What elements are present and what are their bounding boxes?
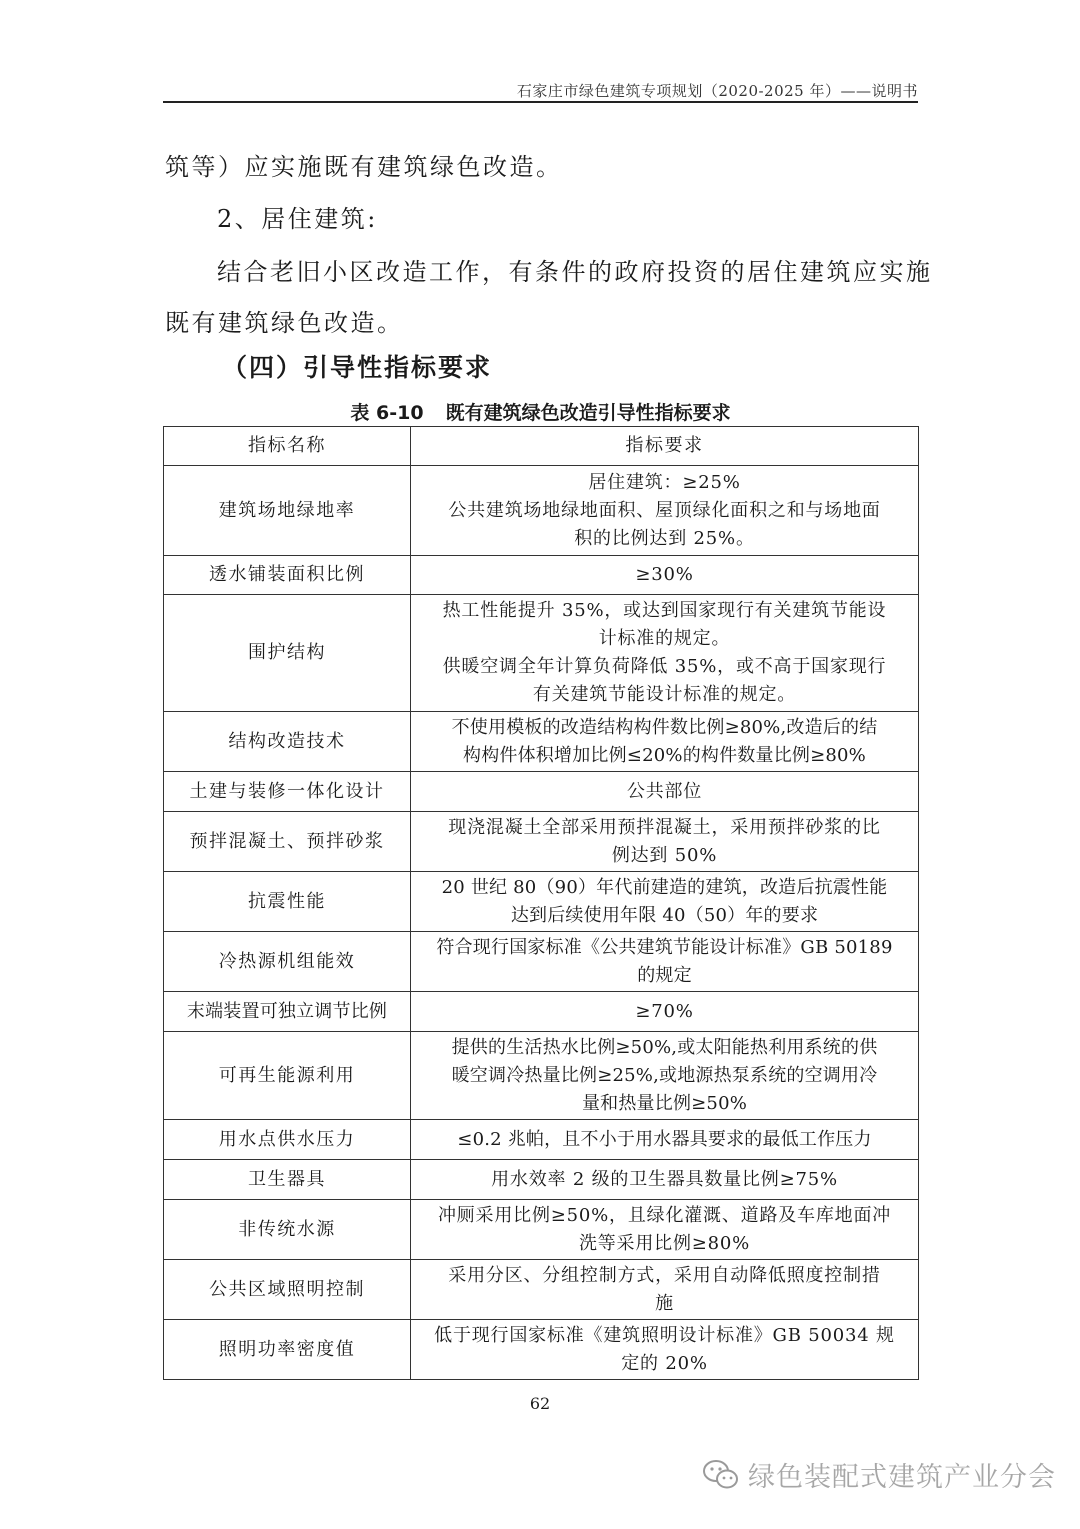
- indicator-name: 冷热源机组能效: [164, 932, 411, 992]
- table-row: [164, 992, 919, 1032]
- indicator-name: 透水铺装面积比例: [164, 556, 411, 595]
- table-row: [164, 812, 919, 872]
- indicator-name: 非传统水源: [164, 1200, 411, 1260]
- table-header-row: [164, 427, 919, 466]
- watermark: [702, 1455, 1056, 1494]
- requirement-line: 达到后续使用年限 40（50）年的要求: [510, 904, 819, 926]
- table-row: [164, 932, 919, 992]
- table-caption: [163, 398, 918, 425]
- watermark-text: 绿色装配式建筑产业分会: [748, 1462, 1056, 1493]
- table-row: [164, 712, 919, 772]
- table-row: [164, 556, 919, 595]
- indicator-requirement: [411, 1032, 919, 1120]
- indicator-name: 结构改造技术: [164, 712, 411, 772]
- table-row: [164, 872, 919, 932]
- requirement-line: 20 世纪 80（90）年代前建造的建筑，改造后抗震性能: [441, 876, 888, 898]
- requirement-line: 量和热量比例≥50%: [581, 1092, 748, 1114]
- indicator-name: 公共区域照明控制: [164, 1260, 411, 1320]
- requirement-line: 低于现行国家标准《建筑照明设计标准》GB 50034 规: [434, 1324, 895, 1346]
- requirement-line: 符合现行国家标准《公共建筑节能设计标准》GB 50189: [436, 936, 893, 958]
- header-rule: [163, 101, 918, 103]
- requirement-line: 供暖空调全年计算负荷降低 35%，或不高于国家现行: [442, 656, 887, 677]
- requirement-line: 定的 20%: [621, 1352, 708, 1374]
- table-caption-number: 表 6-10: [350, 402, 424, 424]
- indicator-requirement: [411, 1320, 919, 1380]
- indicator-requirement: [411, 932, 919, 992]
- requirement-line: 采用分区、分组控制方式，采用自动降低照度控制措: [448, 1264, 881, 1286]
- requirement-line: 有关建筑节能设计标准的规定。: [532, 684, 797, 705]
- page-number: 62: [529, 1394, 551, 1413]
- indicator-name: 可再生能源利用: [164, 1032, 411, 1120]
- indicator-requirement: [411, 812, 919, 872]
- paragraph-continuation: 筑等）应实施既有建筑绿色改造。: [165, 153, 563, 181]
- requirement-line: ≥70%: [635, 1000, 694, 1022]
- requirement-line: 积的比例达到 25%。: [574, 527, 755, 549]
- table-caption-title: 既有建筑绿色改造引导性指标要求: [445, 402, 731, 424]
- requirement-line: 冲厕采用比例≥50%，且绿化灌溉、道路及车库地面冲: [437, 1204, 892, 1226]
- requirement-line: ≥30%: [635, 564, 694, 585]
- column-header-requirement: 指标要求: [411, 427, 919, 466]
- indicator-name: 预拌混凝土、预拌砂浆: [164, 812, 411, 872]
- requirement-line: 现浇混凝土全部采用预拌混凝土，采用预拌砂浆的比: [448, 816, 881, 838]
- requirement-line: 构构件体积增加比例≤20%的构件数量比例≥80%: [463, 744, 866, 766]
- requirement-line: 暖空调冷热量比例≥25%,或地源热泵系统的空调用冷: [451, 1064, 878, 1086]
- table-row: [164, 1160, 919, 1200]
- table-row: [164, 1260, 919, 1320]
- indicator-name: 围护结构: [164, 595, 411, 712]
- table-row: [164, 1200, 919, 1260]
- indicator-requirement: [411, 712, 919, 772]
- indicator-requirement: [411, 1160, 919, 1200]
- indicator-requirement: [411, 872, 919, 932]
- indicator-requirement: [411, 466, 919, 556]
- indicators-table: [163, 426, 919, 1380]
- requirement-line: 的规定: [637, 964, 692, 986]
- table-row: [164, 466, 919, 556]
- indicator-requirement: [411, 1200, 919, 1260]
- requirement-line: ≤0.2 兆帕，且不小于用水器具要求的最低工作压力: [457, 1128, 872, 1150]
- requirement-line: 不使用模板的改造结构构件数比例≥80%,改造后的结: [451, 716, 878, 738]
- indicator-requirement: [411, 595, 919, 712]
- indicator-requirement: [411, 772, 919, 812]
- requirement-line: 热工性能提升 35%，或达到国家现行有关建筑节能设: [442, 600, 887, 621]
- table-row: [164, 1032, 919, 1120]
- indicator-name: 用水点供水压力: [164, 1120, 411, 1160]
- indicator-name: 建筑场地绿地率: [164, 466, 411, 556]
- table-row: [164, 595, 919, 712]
- requirement-line: 施: [655, 1292, 674, 1314]
- requirement-line: 提供的生活热水比例≥50%,或太阳能热利用系统的供: [451, 1036, 878, 1058]
- table-row: [164, 772, 919, 812]
- table-row: [164, 1120, 919, 1160]
- indicator-requirement: [411, 1120, 919, 1160]
- requirement-line: 计标准的规定。: [598, 628, 731, 649]
- indicator-requirement: [411, 1260, 919, 1320]
- indicator-name: 土建与装修一体化设计: [164, 772, 411, 812]
- indicator-name: 卫生器具: [164, 1160, 411, 1200]
- requirement-line: 公共建筑场地绿地面积、屋顶绿化面积之和与场地面: [448, 499, 881, 521]
- indicator-name: 抗震性能: [164, 872, 411, 932]
- section-heading: （四）引导性指标要求: [222, 353, 493, 382]
- requirement-line: 用水效率 2 级的卫生器具数量比例≥75%: [491, 1168, 838, 1190]
- indicator-requirement: [411, 992, 919, 1032]
- indicator-name: 末端装置可独立调节比例: [164, 992, 411, 1032]
- requirement-line: 例达到 50%: [611, 844, 718, 866]
- indicator-name: 照明功率密度值: [164, 1320, 411, 1380]
- column-header-name: 指标名称: [164, 427, 411, 466]
- requirement-line: 公共部位: [626, 780, 703, 802]
- table-row: [164, 1320, 919, 1380]
- indicator-requirement: [411, 556, 919, 595]
- header-title: 石家庄市绿色建筑专项规划（2020-2025 年）——说明书: [516, 82, 918, 100]
- paragraph-residential-line1: 结合老旧小区改造工作，有条件的政府投资的居住建筑应实施: [217, 258, 933, 286]
- requirement-line: 洗等采用比例≥80%: [578, 1232, 751, 1254]
- wechat-icon: [702, 1458, 740, 1492]
- subheading-residential: 2、居住建筑:: [217, 205, 378, 233]
- requirement-line: 居住建筑：≥25%: [588, 471, 741, 493]
- paragraph-residential-line2: 既有建筑绿色改造。: [165, 309, 404, 337]
